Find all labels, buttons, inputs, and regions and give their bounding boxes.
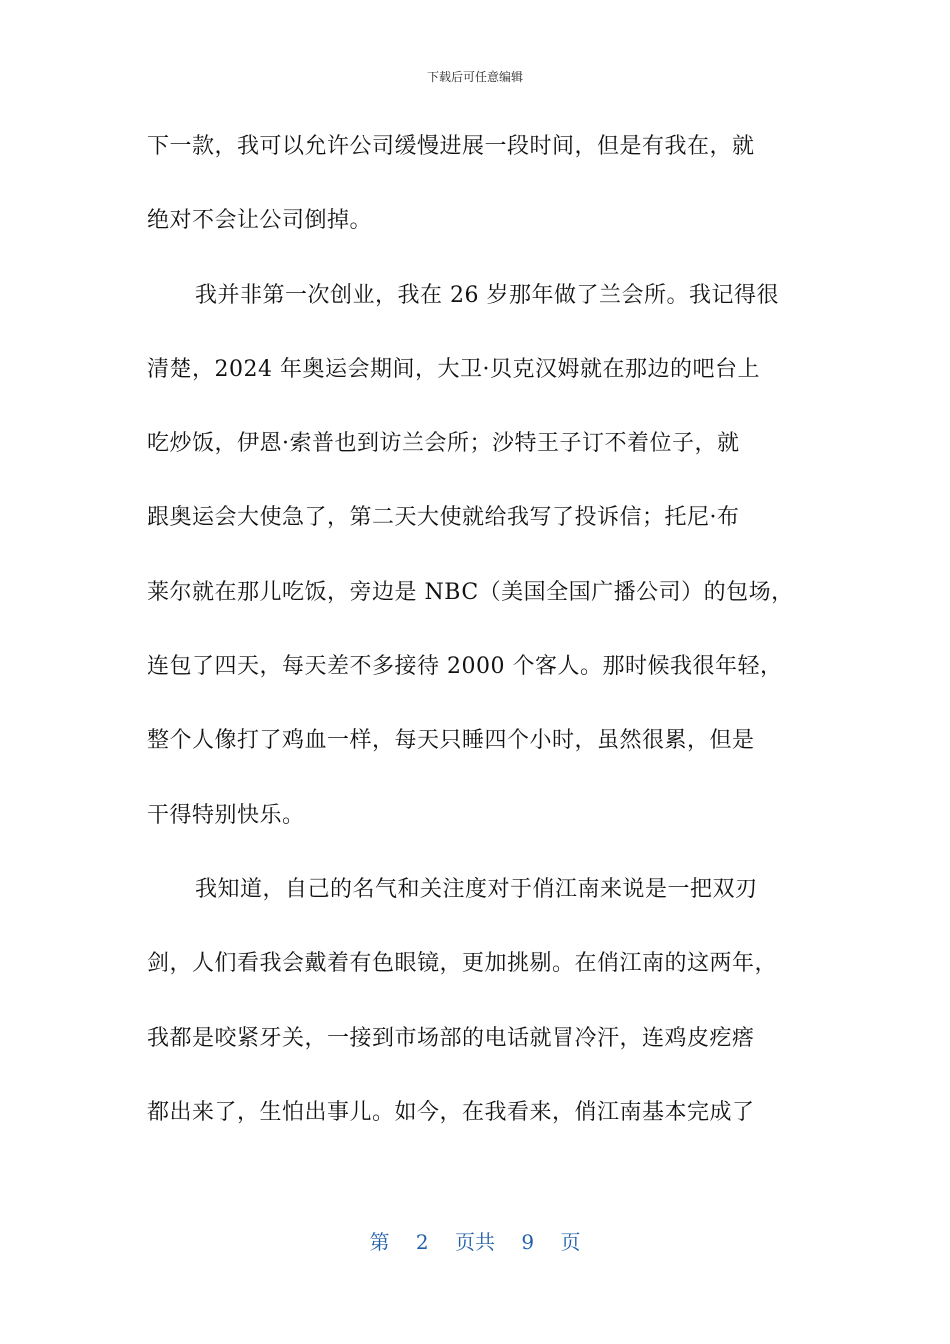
body-line: 跟奥运会大使急了，第二天大使就给我写了投诉信；托尼·布 <box>147 505 740 531</box>
body-line: 莱尔就在那儿吃饭，旁边是 NBC（美国全国广播公司）的包场， <box>147 579 794 605</box>
body-line: 绝对不会让公司倒掉。 <box>147 208 373 234</box>
header-note: 下载后可任意编辑 <box>426 70 523 84</box>
body-line: 我知道，自己的名气和关注度对于俏江南来说是一把双刃 <box>195 876 758 902</box>
body-line: 干得特别快乐。 <box>147 802 305 828</box>
footer-prefix: 第 <box>369 1230 390 1254</box>
page-footer <box>0 1226 950 1255</box>
footer-total-pages: 9 <box>521 1230 535 1254</box>
body-line: 剑，人们看我会戴着有色眼镜，更加挑剔。在俏江南的这两年， <box>147 951 778 977</box>
body-line: 吃炒饭，伊恩·索普也到访兰会所；沙特王子订不着位子，就 <box>147 431 740 457</box>
body-line: 整个人像打了鸡血一样，每天只睡四个小时，虽然很累，但是 <box>147 728 755 754</box>
body-line: 都出来了，生怕出事儿。如今，在我看来，俏江南基本完成了 <box>147 1099 755 1125</box>
footer-suffix: 页 <box>560 1230 581 1254</box>
footer-middle: 页共 <box>455 1230 495 1254</box>
body-line: 清楚，2024 年奥运会期间，大卫·贝克汉姆就在那边的吧台上 <box>147 356 760 382</box>
footer-page-number: 2 <box>415 1230 429 1254</box>
body-line: 我并非第一次创业，我在 26 岁那年做了兰会所。我记得很 <box>195 282 779 308</box>
document-body <box>147 120 807 1160</box>
body-line: 连包了四天，每天差不多接待 2000 个客人。那时候我很年轻， <box>147 654 783 680</box>
body-line: 我都是咬紧牙关，一接到市场部的电话就冒冷汗，连鸡皮疙瘩 <box>147 1025 755 1051</box>
body-line: 下一款，我可以允许公司缓慢进展一段时间，但是有我在，就 <box>147 134 755 159</box>
